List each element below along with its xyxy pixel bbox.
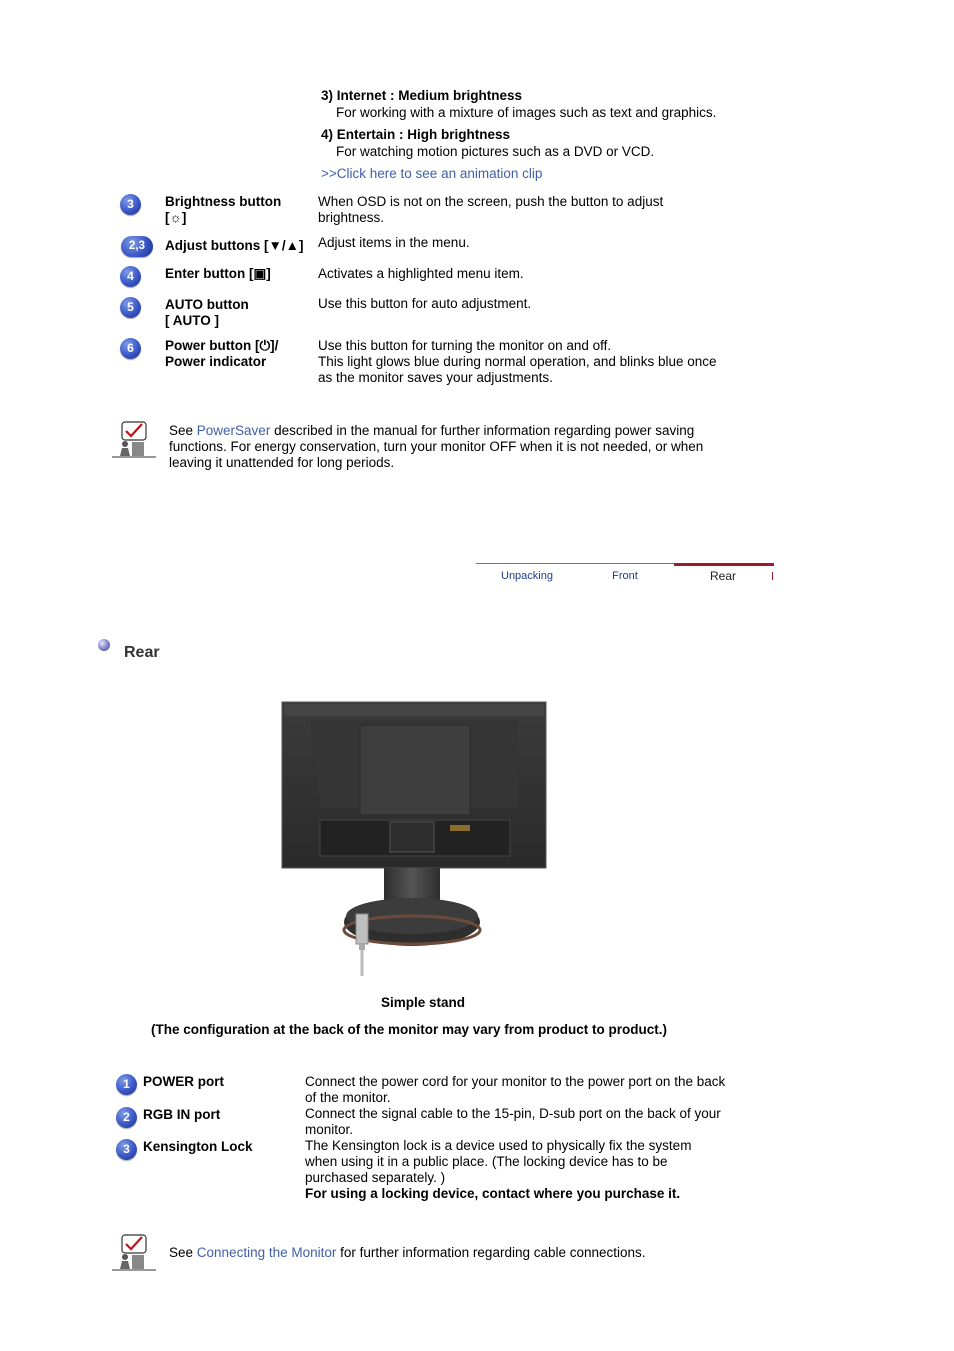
power-desc-line1: Use this button for turning the monitor on and off.: [318, 338, 612, 353]
mode-entertain-desc: For watching motion pictures such as a DVD or VCD.: [336, 144, 655, 159]
brightness-desc-line2: brightness.: [318, 210, 385, 225]
section-bullet-icon: [98, 639, 110, 651]
power-label-line1: Power button [⏻]/: [165, 338, 279, 353]
auto-label-line1: AUTO button: [165, 297, 249, 312]
note2-suffix: for further information regarding cable connections.: [336, 1245, 646, 1260]
enter-button-label: Enter button [▣]: [165, 266, 271, 281]
badge-enter: 4: [120, 266, 141, 287]
note1-line3: leaving it unattended for long periods.: [169, 455, 395, 470]
power-port-desc: [305, 1074, 725, 1106]
tab-unpacking[interactable]: Unpacking: [501, 570, 553, 582]
tab-front[interactable]: Front: [612, 570, 638, 582]
section-tab-bar: [476, 563, 774, 585]
mode-entertain-title: 4) Entertain : High brightness: [321, 127, 511, 142]
power-desc-line3: as the monitor saves your adjustments.: [318, 370, 553, 385]
auto-button-label: [165, 297, 249, 329]
monitor-rear-image: [280, 700, 548, 978]
kensington-desc-line2: when using it in a public place. (The locking device has to be: [305, 1154, 668, 1169]
note-checkmark-icon: [112, 420, 156, 458]
brightness-label-line2: [☼]: [165, 210, 187, 225]
powersaver-link[interactable]: PowerSaver: [196, 423, 271, 438]
badge-auto: 5: [120, 297, 141, 318]
section-title: Rear: [124, 644, 160, 661]
note1-suffix: described in the manual for further information regarding power saving: [270, 423, 695, 438]
power-port-desc-line2: of the monitor.: [305, 1090, 391, 1105]
note-powersaver: [169, 423, 703, 471]
adjust-buttons-label: Adjust buttons [▼/▲]: [165, 238, 304, 253]
badge-rgb-port: 2: [116, 1107, 137, 1128]
image-caption: Simple stand: [381, 995, 466, 1010]
tab-rear[interactable]: Rear: [709, 569, 736, 583]
note-checkmark-icon: [112, 1233, 156, 1271]
kensington-desc-line3: purchased separately. ): [305, 1170, 446, 1185]
note-connecting: [169, 1245, 646, 1261]
kensington-desc-bold: For using a locking device, contact where you purchase it.: [305, 1186, 681, 1201]
badge-brightness: 3: [120, 194, 141, 215]
animation-clip-link[interactable]: >>Click here to see an animation clip: [321, 166, 543, 181]
brightness-button-label: [165, 194, 281, 226]
kensington-desc-line1: The Kensington lock is a device used to physically fix the system: [305, 1138, 692, 1153]
rgb-port-desc: [305, 1106, 721, 1138]
brightness-desc-line1: When OSD is not on the screen, push the button to adjust: [318, 194, 664, 209]
connecting-monitor-link[interactable]: Connecting the Monitor: [196, 1245, 337, 1260]
enter-button-desc: Activates a highlighted menu item.: [318, 266, 524, 281]
power-port-desc-line1: Connect the power cord for your monitor to the power port on the back: [305, 1074, 726, 1089]
auto-button-desc: Use this button for auto adjustment.: [318, 296, 532, 311]
kensington-lock-label: Kensington Lock: [143, 1139, 253, 1154]
power-desc-line2: This light glows blue during normal operation, and blinks blue once: [318, 354, 717, 369]
badge-power: 6: [120, 338, 141, 359]
auto-label-line2: [ AUTO ]: [165, 313, 219, 328]
note1-prefix: See: [169, 423, 197, 438]
power-label-line2: Power indicator: [165, 354, 267, 369]
power-button-label: [165, 338, 278, 370]
brightness-label-line1: Brightness button: [165, 194, 282, 209]
power-port-label: POWER port: [143, 1074, 224, 1089]
mode-internet-title: 3) Internet : Medium brightness: [321, 88, 523, 103]
note1-line2: functions. For energy conservation, turn your monitor OFF when it is not needed, or when: [169, 439, 704, 454]
badge-adjust: 2,3: [121, 236, 153, 257]
power-button-desc: [318, 338, 717, 386]
rgb-port-desc-line2: monitor.: [305, 1122, 354, 1137]
adjust-buttons-desc: Adjust items in the menu.: [318, 235, 470, 250]
brightness-button-desc: [318, 194, 663, 226]
mode-internet-desc: For working with a mixture of images such as text and graphics.: [336, 105, 717, 120]
kensington-lock-desc: [305, 1138, 691, 1202]
tab-end-mark: [772, 572, 773, 580]
config-note: (The configuration at the back of the monitor may vary from product to product.): [151, 1022, 668, 1037]
rgb-port-desc-line1: Connect the signal cable to the 15-pin, D-sub port on the back of your: [305, 1106, 721, 1121]
rgb-port-label: RGB IN port: [143, 1107, 221, 1122]
note2-prefix: See: [169, 1245, 197, 1260]
badge-kensington: 3: [116, 1139, 137, 1160]
badge-power-port: 1: [116, 1074, 137, 1095]
